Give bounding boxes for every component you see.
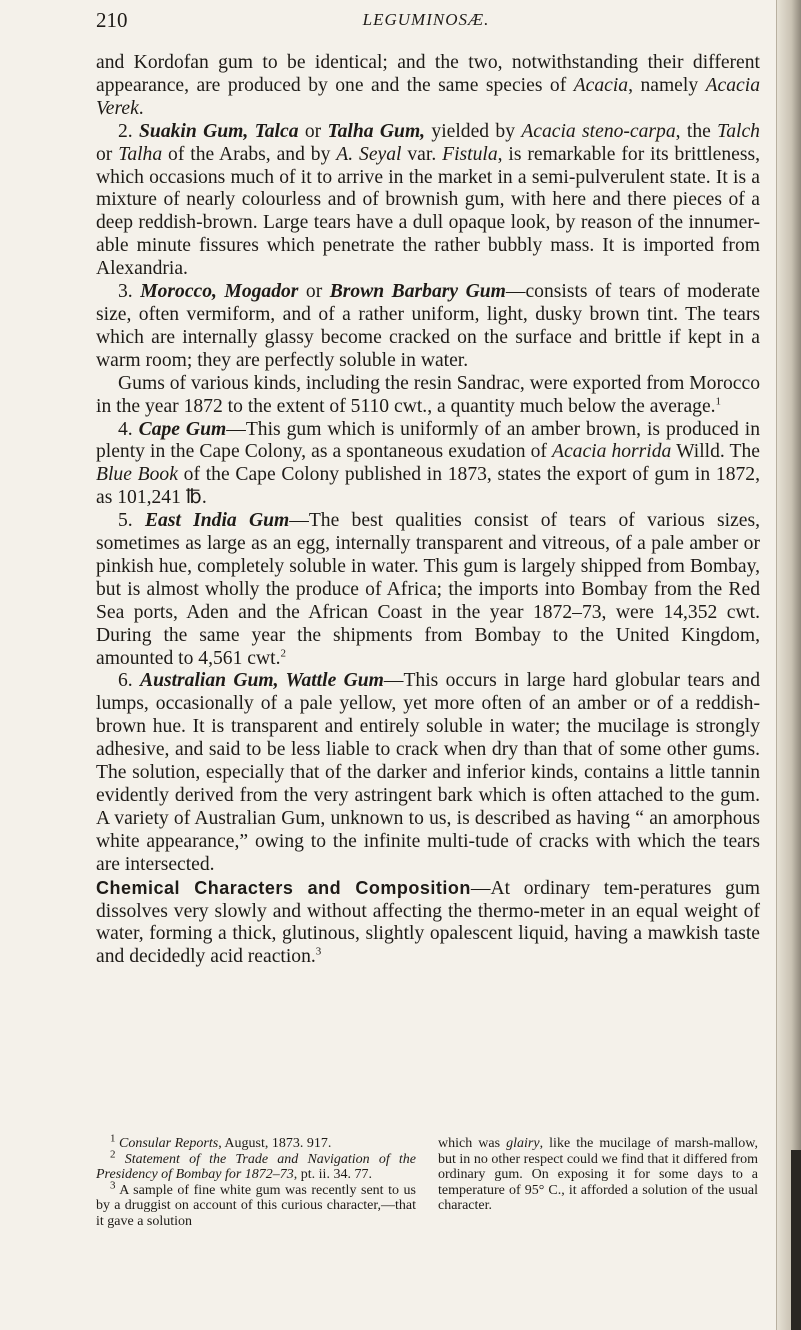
paragraph-east-india-gum: 5. East India Gum—The best qualities consist of tears of various sizes, sometimes as large as an egg, internally transparent and vitreous, of a pale amber or pinkish hue, completely soluble in water. This gum is largely shipped from Bombay, but is almost wholly the produce of Africa; the imports into Bombay from the Red Sea ports, Aden and the African Coast in the year 1872–73, were 14,352 cwt. During the same year the shipments from Bombay to the United Kingdom, amounted to 4,561 cwt.$^2$ xyxy=(96,510,760,669)
footnote-2: $^2$ Statement of the Trade and Navigation of the Presidency of Bombay for 1872–73, pt. ii. 34. 77. xyxy=(96,1147,417,1183)
page-number: 210 xyxy=(96,8,128,32)
paragraph-morocco-gum: 3. Morocco, Mogador or Brown Barbary Gum—consists of tears of moderate size, often vermiform, and of a rather uniform, light, dusky brown tint. The tears which are internally glassy become cracked on the surface and brittle if kept in a warm room; they are perfectly soluble in water. xyxy=(96,281,760,371)
footnote-ref-2: 2 xyxy=(280,647,286,660)
paragraph-continuation: and Kordofan gum to be identical; and the two, notwithstanding their different appearance, are produced by one and the same species of Acacia, namely Acacia Verek. xyxy=(96,52,760,119)
paragraph-cape-gum: 4. Cape Gum—This gum which is uniformly of an amber brown, is produced in plenty in the Cape Colony, as a spontaneous exudation of Acacia horrida Willd. The Blue Book of the Cape Colony published in 1873, states the export of gum in 1872, as 101,241 ℔. xyxy=(96,418,761,509)
footnote-ref-1: 1 xyxy=(715,395,722,408)
footnote-3-continued: which was glairy, like the mucilage of marsh-mallow, but in no other respect could we find that it differed from ordinary gum. On exposing it for some days to a temperature of 95° C., it afforded a solution of the usual character. xyxy=(438,1136,758,1214)
body-text xyxy=(96,52,760,969)
footnote-1: $^1$ Consular Reports, August, 1873. 917. xyxy=(110,1132,332,1151)
footnote-ref-3: 3 xyxy=(315,945,322,958)
paragraph-suakin-gum: 2. Suakin Gum, Talca or Talha Gum, yielded by Acacia steno-carpa, the Talch or Talha of the Arabs, and by A. Seyal var. Fistula, is remarkable for its brittleness, which occasions much of it to arrive in the market in a semi-pulverulent state. It is a mixture of nearly colourless and of brownish gum, with here and there pieces of a deep reddish-brown. Large tears have a dull opaque look, by reason of the innumer-able minute fissures which penetrate the rather bubbly mass. It is imported from Alexandria. xyxy=(96,120,760,280)
running-title: LEGUMINOSÆ. xyxy=(362,10,490,29)
footnotes-right-column xyxy=(438,1136,758,1214)
page-border-line xyxy=(776,0,777,1330)
paragraph-morocco-exports: Gums of various kinds, including the resin Sandrac, were exported from Morocco in the year 1872 to the extent of 5110 cwt., a quantity much below the average.$^1$ xyxy=(96,372,760,417)
page-header xyxy=(96,8,756,38)
section-heading: Chemical Characters and Composition xyxy=(96,877,471,898)
paragraph-chemical-characters: Chemical Characters and Composition—At ordinary tem-peratures gum dissolves very slowly and without affecting the thermo-meter in an equal weight of water, forming a thick, glutinous, slightly opalescent liquid, having a mawkish taste and decidedly acid reaction.$^3$ xyxy=(96,877,760,968)
footnote-3: $^3$ A sample of fine white gum was recently sent to us by a druggist on account of this curious character,—that it gave a solution xyxy=(96,1179,416,1229)
page-corner-shadow xyxy=(791,1150,801,1330)
paragraph-australian-gum: 6. Australian Gum, Wattle Gum—This occurs in large hard globular tears and lumps, occasionally of a pale yellow, yet more often of an amber or of a reddish-brown hue. It is transparent and entirely soluble in water; the mucilage is strongly adhesive, and said to be less liable to crack when dry than that of some other gums. The solution, especially that of the darker and inferior kinds, contains a little tannin evidently derived from the very astringent bark which is often attached to the gum. A variety of Australian Gum, unknown to us, is described as having “ an amorphous white appearance,” owing to the infinite multi-tude of cracks with which the tears are intersected. xyxy=(96,670,760,875)
page-edge-shadow xyxy=(777,0,801,1330)
footnotes-left-column xyxy=(96,1132,417,1230)
